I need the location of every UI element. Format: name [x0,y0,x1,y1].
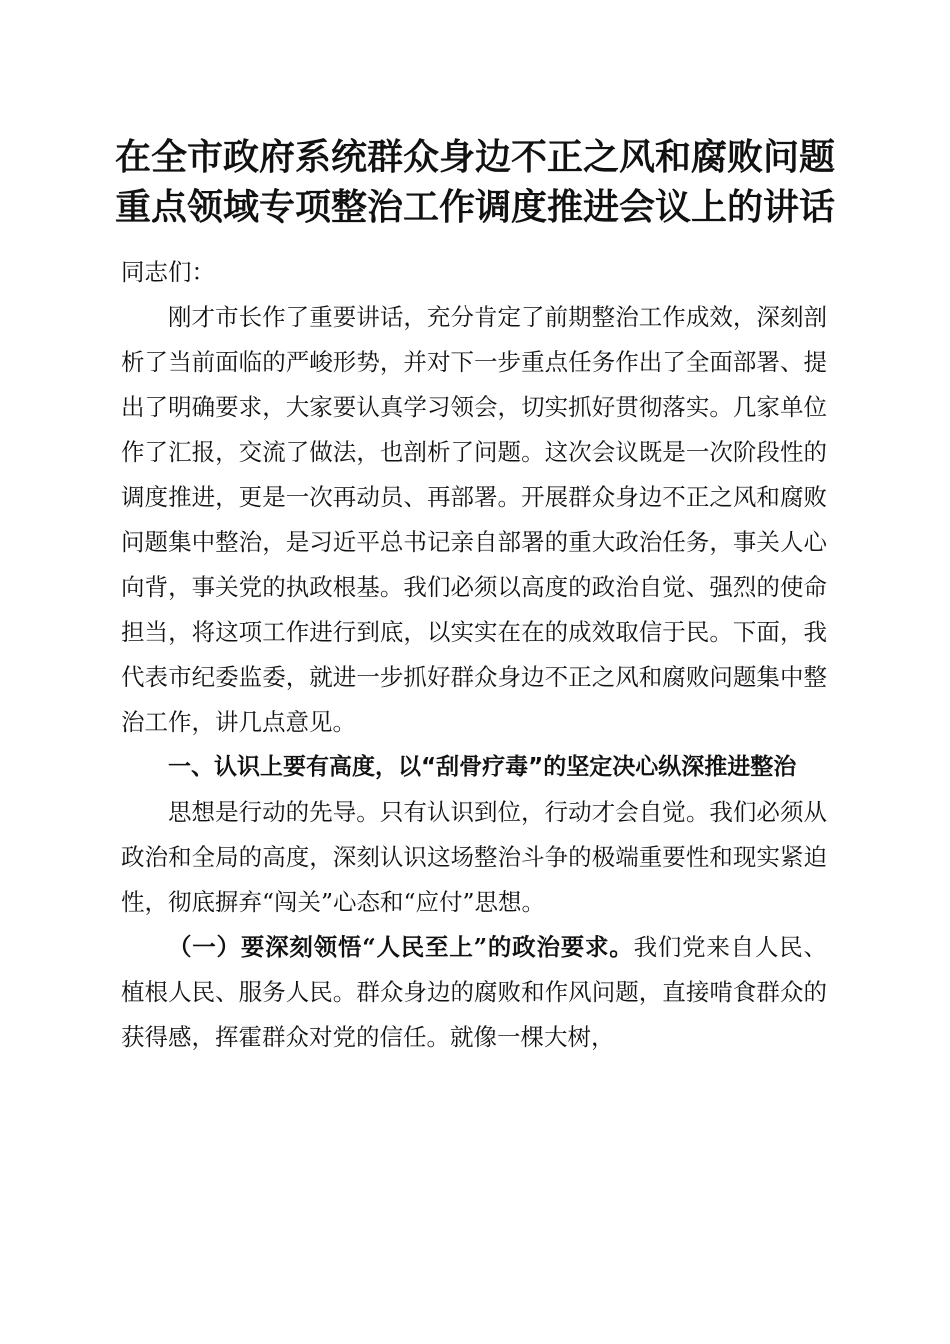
salutation: 同志们： [121,258,215,286]
paragraph-subsection-1 [121,925,827,1060]
document-body [121,250,827,1060]
document-title [100,132,850,232]
paragraph-opening: 刚才市长作了重要讲话，充分肯定了前期整治工作成效，深刻剖析了当前面临的严峻形势，并对下一步重点任务作出了全面部署、提出了明确要求，大家要认真学习领会，切实抓好贯彻落实。几家单位作了汇报，交流了做法，也剖析了问题。这次会议既是一次阶段性的调度推进，更是一次再动员、再部署。开展群众身边不正之风和腐败问题集中整治，是习近平总书记亲自部署的重大政治任务，事关人心向背，事关党的执政根基。我们必须以高度的政治自觉、强烈的使命担当，将这项工作进行到底，以实实在在的成效取信于民。下面，我代表市纪委监委，就进一步抓好群众身边不正之风和腐败问题集中整治工作，讲几点意见。 [121,303,827,736]
section-heading-1: 一、认识上要有高度，以“刮骨疗毒”的坚定决心纵深推进整治 [168,754,797,780]
title-line-1: 在全市政府系统群众身边不正之风和腐败问题 [114,136,835,178]
title-line-2: 重点领域专项整治工作调度推进会议上的讲话 [114,186,835,228]
subsection-heading-1: （一）要深刻领悟“人民至上”的政治要求。 [168,933,634,961]
subsection-1-text: 我们党来自人民、植根人民、服务人民。群众身边的腐败和作风问题，直接啃食群众的获得感，挥霍群众对党的信任。就像一棵大树， [121,933,827,1051]
paragraph-section-1-intro: 思想是行动的先导。只有认识到位，行动才会自觉。我们必须从政治和全局的高度，深刻认识这场整治斗争的极端重要性和现实紧迫性，彻底摒弃“闯关”心态和“应付”思想。 [121,798,827,916]
